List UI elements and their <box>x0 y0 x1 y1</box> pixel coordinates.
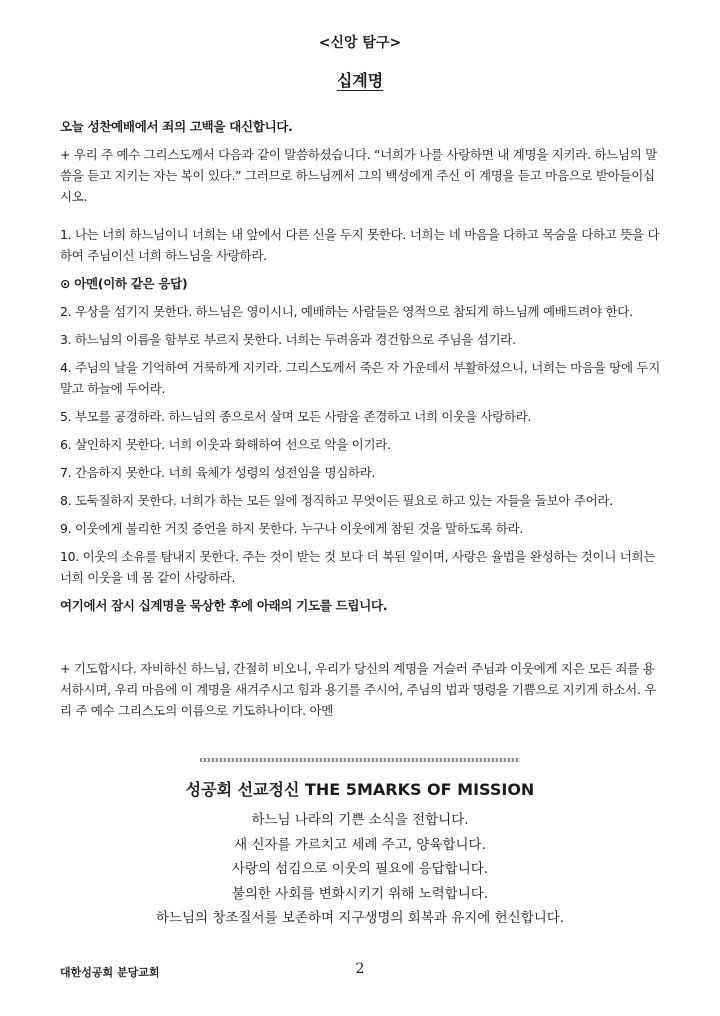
section-label: <신앙 탐구> <box>318 35 402 51</box>
intro-block <box>60 116 664 214</box>
commandment-5: 5. 부모를 공경하라. 하느님의 종으로서 살며 모든 사람을 존경하고 너희 이웃을 사랑하라. <box>60 409 532 424</box>
prayer-block <box>60 658 664 728</box>
mission-section <box>0 777 720 931</box>
mission-line-3: 사랑의 섬김으로 이웃의 필요에 응답합니다. <box>231 861 489 877</box>
commandment-6: 6. 살인하지 못한다. 너희 이웃과 화해하여 선으로 악을 이기라. <box>60 437 391 452</box>
intro-lead: 오늘 성찬예배에서 죄의 고백을 대신합니다. <box>60 119 293 134</box>
intro-paragraph: + 우리 주 예수 그리스도께서 다음과 같이 말씀하셨습니다. “너희가 나를 사랑하면 내 계명을 지키라. 하느님의 말씀을 듣고 지키는 자는 복이 있다.” 그러므로 하느님께서 그의 백성에게 주신 이 계명을 듣고 마음으로 받아들이십시오. <box>60 147 657 204</box>
commandment-3: 3. 하느님의 이름을 함부로 부르지 못한다. 너희는 두려움과 경건함으로 주님을 섬기라. <box>60 332 516 347</box>
commandment-8: 8. 도둑질하지 못한다. 너희가 하는 모든 일에 정직하고 무엇이든 필요로 하고 있는 자들을 돌보아 주어라. <box>60 493 613 508</box>
commandment-1: 1. 나는 너희 하느님이니 너희는 내 앞에서 다른 신을 두지 못한다. 너희는 네 마음을 다하고 목숨을 다하고 뜻을 다하여 주님이신 너희 하느님을 사랑하라. <box>60 227 660 263</box>
commandment-9: 9. 이웃에게 불리한 거짓 증언을 하지 못한다. 누구나 이웃에게 참된 것을 말하도록 하라. <box>60 521 524 536</box>
footer-church-name: 대한성공회 분당교회 <box>60 966 160 979</box>
commandment-7: 7. 간음하지 못한다. 너희 육체가 성령의 성전임을 명심하라. <box>60 465 376 480</box>
mission-line-4: 불의한 사회를 변화시키기 위해 노력합니다. <box>231 885 489 902</box>
decorative-divider <box>200 758 520 762</box>
mission-line-2: 새 신자를 가르치고 세례 주고, 양육합니다. <box>234 836 486 853</box>
commandment-2: 2. 우상을 섬기지 못한다. 하느님은 영이시니, 예배하는 사람들은 영적으로 참되게 하느님께 예배드려야 한다. <box>60 304 633 319</box>
mission-title: 성공회 선교정신 THE 5MARKS OF MISSION <box>185 780 535 799</box>
page-title <box>0 68 720 91</box>
meditation-instruction: 여기에서 잠시 십계명을 묵상한 후에 아래의 기도를 드립니다. <box>60 598 388 613</box>
page-number: 2 <box>355 961 365 977</box>
mission-line-5: 하느님의 창조질서를 보존하며 지구생명의 회복과 유지에 헌신합니다. <box>155 910 565 926</box>
commandment-4: 4. 주님의 날을 기억하여 거룩하게 지키라. 그리스도께서 죽은 자 가운데서 부활하셨으니, 너희는 마음을 땅에 두지 말고 하늘에 두어라. <box>60 360 660 396</box>
commandments-list <box>60 224 664 623</box>
response-note: ⊙ 아멘(이하 같은 응답) <box>60 276 188 291</box>
commandment-10: 10. 이웃의 소유를 탐내지 못한다. 주는 것이 받는 것 보다 더 복된 일이며, 사랑은 율법을 완성하는 것이니 너희는 너희 이웃을 네 몸 같이 사랑하라. <box>60 549 656 585</box>
prayer-paragraph: + 기도합시다. 자비하신 하느님, 간절히 비오니, 우리가 당신의 계명을 거슬러 주님과 이웃에게 지은 모든 죄를 용서하시며, 우리 마음에 이 계명을 새겨주시고 힘과 용기를 주시어, 주님의 법과 명령을 기쁨으로 지키게 하소서. 우리 주 예수 그리스도의 이름으로 기도하나이다. 아멘 <box>60 661 656 718</box>
mission-line-1: 하느님 나라의 기쁜 소식을 전합니다. <box>251 812 469 828</box>
page-title-text: 십계명 <box>336 71 384 90</box>
